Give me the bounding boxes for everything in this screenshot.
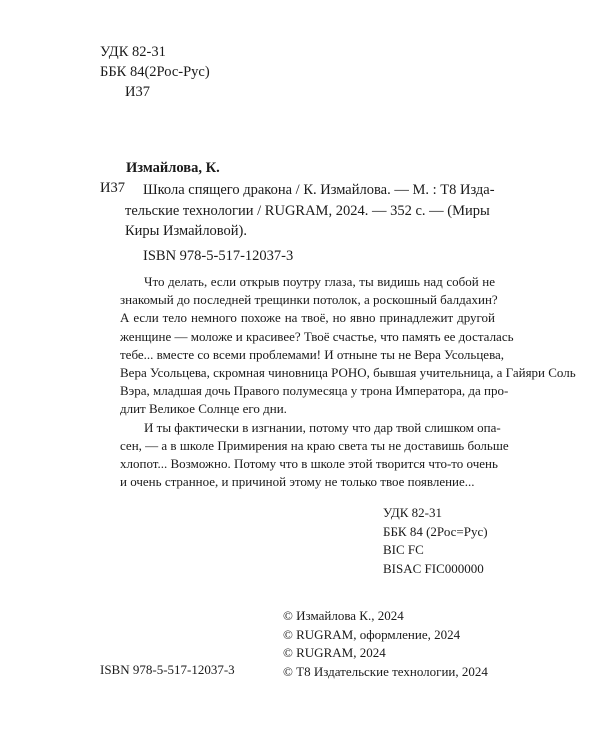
udk-code: УДК 82-31 <box>100 44 166 60</box>
bbk-code-2: ББК 84 (2Рос=Рус) <box>383 523 488 539</box>
annotation <box>120 273 576 491</box>
record-author-mark: И37 <box>100 180 125 196</box>
classification-codes-bottom <box>383 505 488 579</box>
annotation-line: Вера Усольцева, скромная чиновница РОНО, бывшая учительница, а Гайяри Соль <box>120 364 576 380</box>
author-heading: Измайлова, К. <box>126 160 220 176</box>
copyright-block <box>283 608 488 682</box>
annotation-line: тебе... вместе со всеми проблемами! И отныне ты не Вера Усольцева, <box>120 346 505 362</box>
copyright-line: © Т8 Издательские технологии, 2024 <box>283 663 488 679</box>
record-isbn: ISBN 978-5-517-12037-3 <box>143 248 294 264</box>
annotation-line: сен, — а в школе Примирения на краю света ты не доставишь больше <box>120 437 509 453</box>
bbk-code: ББК 84(2Рос-Рус) <box>100 64 210 80</box>
record-description <box>125 180 495 242</box>
annotation-line: Вэра, младшая дочь Правого полумесяца у трона Императора, да про- <box>120 383 509 399</box>
annotation-line: и очень странное, и причиной этому не только твое появление... <box>120 474 475 490</box>
bisac-code: BISAC FIC000000 <box>383 560 484 576</box>
annotation-line: А если тело немного похоже на твоё, но явно принадлежит другой <box>120 310 495 326</box>
title-line: Киры Измайловой). <box>125 223 248 239</box>
classification-codes-top <box>100 44 210 104</box>
annotation-line: знакомый до последней трещинки потолок, а роскошный балдахин? <box>120 292 498 308</box>
copyright-line: © RUGRAM, 2024 <box>283 645 386 660</box>
bic-code: BIC FC <box>383 542 424 557</box>
annotation-line: длит Великое Солнце его дни. <box>120 401 287 417</box>
annotation-line: женщине — моложе и красивее? Твоё счастье, что память ее досталась <box>120 328 514 344</box>
udk-code-2: УДК 82-31 <box>383 505 443 520</box>
copyright-line: © Измайлова К., 2024 <box>283 608 404 623</box>
title-line: тельские технологии / RUGRAM, 2024. — 352 с. — (Миры <box>125 202 490 219</box>
author-mark: И37 <box>125 84 150 100</box>
annotation-line: хлопот... Возможно. Потому что в школе этой творится что-то очень <box>120 455 498 471</box>
annotation-line: Что делать, если открыв поутру глаза, ты видишь над собой не <box>144 274 495 289</box>
bottom-isbn: ISBN 978-5-517-12037-3 <box>100 662 235 677</box>
title-line: Школа спящего дракона / К. Измайлова. — М. : Т8 Изда- <box>143 182 495 198</box>
annotation-line: И ты фактически в изгнании, потому что дар твой слишком опа- <box>144 419 501 435</box>
copyright-line: © RUGRAM, оформление, 2024 <box>283 626 461 642</box>
